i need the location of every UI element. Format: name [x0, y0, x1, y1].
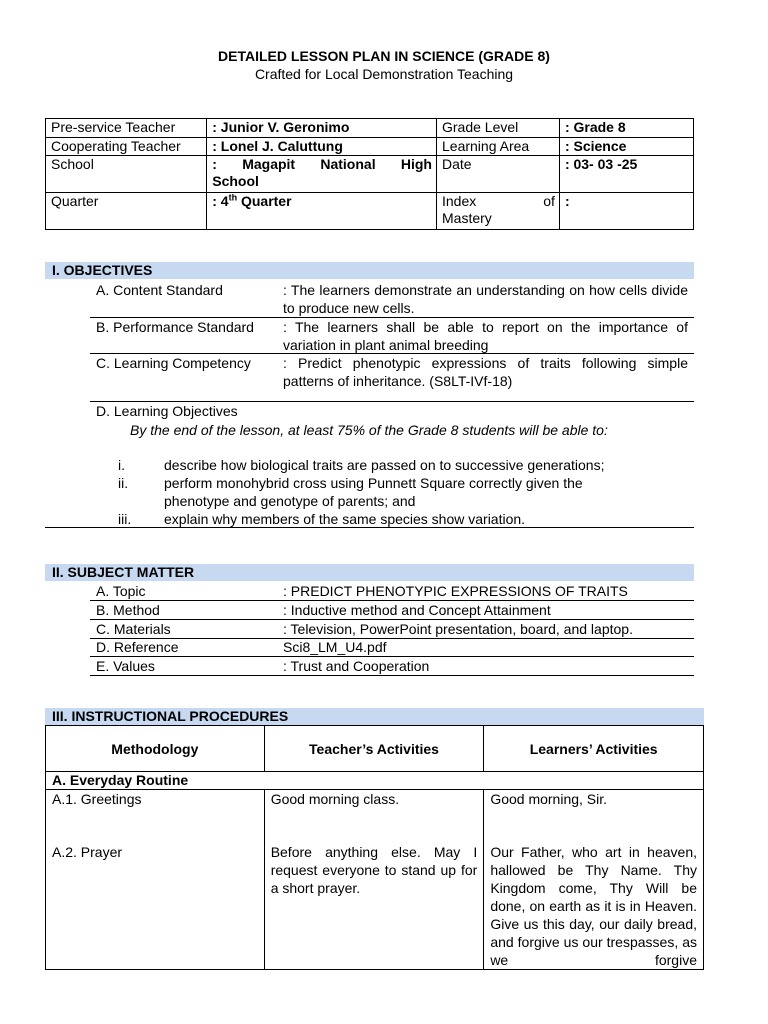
quarter-label: Quarter	[46, 193, 207, 230]
subject-row-materials: C. Materials : Television, PowerPoint presentation, board, and laptop.	[90, 620, 694, 639]
objectives-bottom-rule	[45, 527, 694, 528]
info-row	[46, 119, 694, 138]
performance-standard-label: B. Performance Standard	[96, 319, 254, 335]
lesson-info-table	[45, 118, 694, 230]
col-methodology: Methodology	[46, 726, 265, 772]
info-row	[46, 193, 694, 230]
procedures-table	[45, 725, 704, 970]
procedures-heading: III. INSTRUCTIONAL PROCEDURES	[45, 708, 704, 725]
document-subtitle: Crafted for Local Demonstration Teaching	[254, 66, 514, 82]
procedures-subhead-row	[46, 772, 704, 790]
document-title: DETAILED LESSON PLAN IN SCIENCE (GRADE 8)	[218, 48, 550, 64]
subject-row-values: E. Values : Trust and Cooperation	[90, 657, 694, 676]
learning-competency-value: : Predict phenotypic expressions of traits following simple patterns of inheritance. (S8LT-IVf-18)	[283, 355, 688, 389]
objective-item-text: perform monohybrid cross using Punnett Square correctly given the phenotype and genotype of parents; and	[164, 475, 583, 509]
school-value: : Magapit National High School	[207, 156, 437, 193]
objective-row	[90, 318, 694, 354]
learning-objectives-intro: By the end of the lesson, at least 75% of the Grade 8 students will be able to:	[130, 422, 608, 438]
learning-area-label: Learning Area	[437, 138, 560, 156]
quarter-value: : 4th Quarter	[207, 193, 437, 230]
objective-item-number: ii.	[118, 475, 129, 491]
info-row	[46, 138, 694, 156]
everyday-routine-subhead: A. Everyday Routine	[46, 772, 704, 790]
teacher-activities-cell: Good morning class. Before anything else. May I request everyone to stand up for a short prayer.	[264, 790, 484, 970]
index-of-mastery-label: Index of Mastery	[437, 193, 560, 230]
learners-activities-cell: Good morning, Sir. Our Father, who art in heaven, hallowed be Thy Name. Thy Kingdom come, Thy Will be done, on earth as it is in Heaven. Give us this day, our daily bread, and forgive us our trespasses, as we forgive	[484, 790, 704, 970]
content-standard-value: : The learners demonstrate an understanding on how cells divide to produce new cells.	[283, 282, 688, 316]
learning-competency-label: C. Learning Competency	[96, 355, 251, 371]
learning-objectives-label: D. Learning Objectives	[96, 403, 238, 419]
cooperating-value: : Lonel J. Caluttung	[207, 138, 437, 156]
col-learners-activities: Learners’ Activities	[484, 726, 704, 772]
objective-item-number: iii.	[118, 511, 132, 527]
school-label: School	[46, 156, 207, 193]
index-of-mastery-value: :	[559, 193, 693, 230]
performance-standard-value: : The learners shall be able to report on the importance of variation in plant animal breeding	[283, 319, 688, 353]
objective-row	[90, 281, 694, 318]
content-standard-label: A. Content Standard	[96, 282, 223, 298]
grade-level-label: Grade Level	[437, 119, 560, 138]
info-row	[46, 156, 694, 193]
col-teacher-activities: Teacher’s Activities	[264, 726, 484, 772]
objective-item-text: explain why members of the same species show variation.	[164, 511, 526, 527]
subject-matter-heading: II. SUBJECT MATTER	[45, 564, 694, 581]
subject-row-method: B. Method : Inductive method and Concept Attainment	[90, 601, 694, 620]
methodology-cell: A.1. Greetings A.2. Prayer	[46, 790, 265, 970]
preservice-label: Pre-service Teacher	[46, 119, 207, 138]
date-label: Date	[437, 156, 560, 193]
objectives-heading: I. OBJECTIVES	[45, 262, 694, 279]
subject-row-topic: A. Topic : PREDICT PHENOTYPIC EXPRESSIONS OF TRAITS	[90, 582, 694, 601]
grade-level-value: : Grade 8	[559, 119, 693, 138]
table-row	[46, 790, 704, 970]
cooperating-label: Cooperating Teacher	[46, 138, 207, 156]
learning-area-value: : Science	[559, 138, 693, 156]
procedures-header-row	[46, 726, 704, 772]
date-value: : 03- 03 -25	[559, 156, 693, 193]
subject-row-reference: D. Reference Sci8_LM_U4.pdf	[90, 638, 694, 657]
objective-item-number: i.	[118, 457, 125, 473]
preservice-value: : Junior V. Geronimo	[207, 119, 437, 138]
objective-item-text: describe how biological traits are passed on to successive generations;	[164, 457, 605, 473]
objective-row	[90, 354, 694, 402]
